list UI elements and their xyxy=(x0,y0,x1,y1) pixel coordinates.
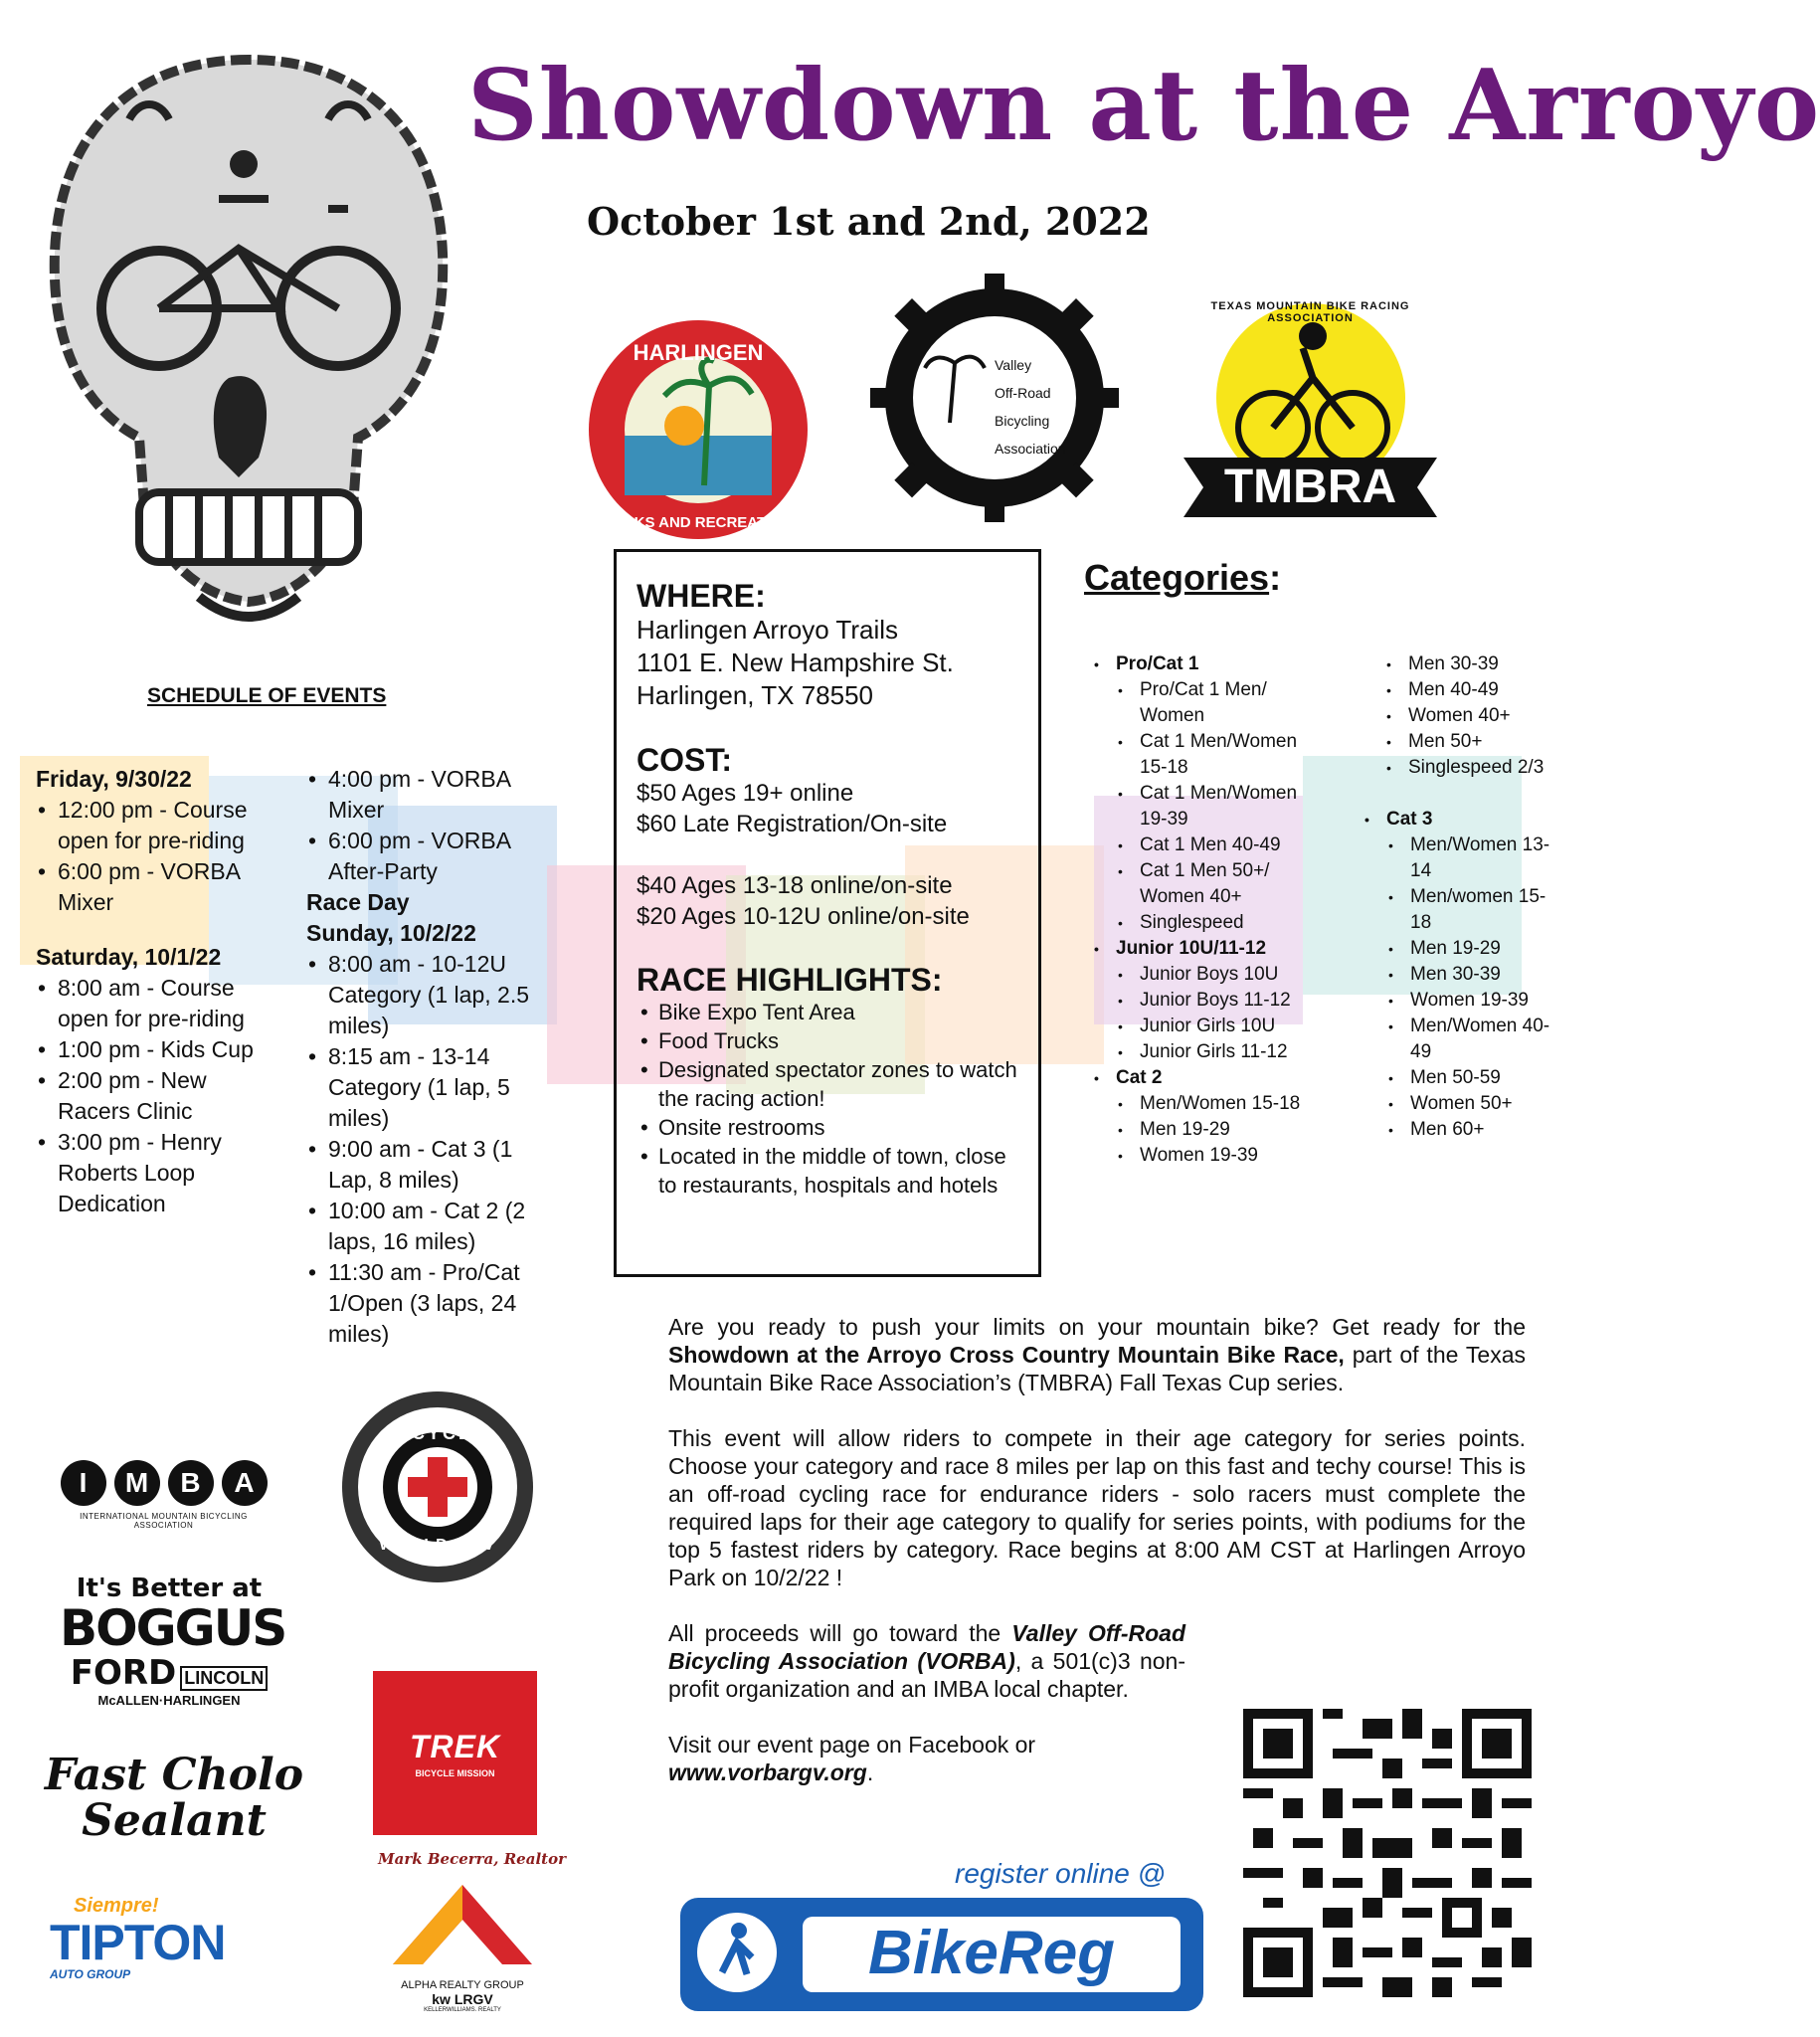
fast-cholo-line-1: Fast Cholo xyxy=(44,1750,304,1800)
list-item: • 3:00 pm - Henry Roberts Loop Dedication xyxy=(58,1127,265,1219)
list-item: • Women 19-39 xyxy=(1410,988,1563,1014)
list-item: • Junior Boys 11-12 xyxy=(1140,988,1326,1014)
list-item: • Singlespeed 2/3 xyxy=(1408,755,1563,781)
harlingen-top-text: HARLINGEN xyxy=(633,340,764,365)
saturday-list xyxy=(36,973,265,1219)
imba-letter: M xyxy=(114,1460,160,1506)
list-item: • Designated spectator zones to watch the racing action! xyxy=(658,1055,1018,1113)
website-link[interactable]: www.vorbargv.org xyxy=(668,1759,867,1785)
fast-cholo-line-2: Sealant xyxy=(82,1795,267,1846)
cost-line: $60 Late Registration/On-site xyxy=(637,811,948,837)
vorba-line-1: Valley xyxy=(995,357,1032,373)
text-span: part of the Texas Mountain Bike Race Association’s (TMBRA) Fall Texas Cup series. xyxy=(668,1342,1527,1395)
list-item: • Men 19-29 xyxy=(1140,1117,1326,1143)
friday-list xyxy=(36,795,265,918)
imba-subtitle: INTERNATIONAL MOUNTAIN BICYCLING ASSOCIATION xyxy=(80,1512,248,1530)
list-item: • Cat 1 Men/Women 15-18 xyxy=(1140,729,1326,781)
schedule-title: SCHEDULE OF EVENTS xyxy=(147,684,387,707)
list-item: • Men 40-49 xyxy=(1408,677,1563,703)
cost-heading: COST: xyxy=(637,742,732,778)
text-span: Are you ready to push your limits on your mountain bike? Get ready for the xyxy=(668,1314,1526,1340)
tmbra-banner-text: TMBRA xyxy=(1223,461,1397,513)
bicycle-world-logo xyxy=(338,1388,537,1586)
list-item: • 10:00 am - Cat 2 (2 laps, 16 miles) xyxy=(328,1196,555,1257)
text-span: All proceeds will go toward the xyxy=(668,1620,1012,1646)
list-item: • 11:30 am - Pro/Cat 1/Open (3 laps, 24 miles) xyxy=(328,1257,555,1350)
vorba-line-4: Association xyxy=(995,441,1066,457)
imba-logo xyxy=(52,1460,275,1530)
list-item: • Women 40+ xyxy=(1408,703,1563,729)
list-item: • Men/Women 15-18 xyxy=(1140,1091,1326,1117)
alpha-realty-logo xyxy=(388,1880,537,2013)
event-dates: October 1st and 2nd, 2022 xyxy=(587,199,1151,244)
list-item: • 4:00 pm - VORBA Mixer xyxy=(328,764,555,826)
cost-line: $20 Ages 10-12U online/on-site xyxy=(637,903,970,930)
categories-title-text: Categories xyxy=(1084,557,1270,598)
qr-code[interactable] xyxy=(1243,1709,1532,1997)
list-item: • Junior Boys 10U xyxy=(1140,962,1326,988)
trek-name: TREK xyxy=(409,1729,501,1764)
category-group-procat1 xyxy=(1116,651,1326,936)
vorba-line-3: Bicycling xyxy=(995,413,1050,429)
event-info-box xyxy=(614,549,1041,1277)
list-item: • Junior Girls 10U xyxy=(1140,1014,1326,1039)
categories-title xyxy=(1084,557,1281,599)
tipton-tagline: Siempre! xyxy=(74,1895,159,1917)
imba-letter: B xyxy=(168,1460,214,1506)
list-item: • Onsite restrooms xyxy=(658,1113,1018,1142)
realtor-name: Mark Becerra, Realtor xyxy=(378,1850,566,1868)
imba-letter: A xyxy=(222,1460,268,1506)
friday-heading: Friday, 9/30/22 xyxy=(36,766,192,792)
category-group-junior xyxy=(1116,936,1326,1065)
list-item: • Men 50+ xyxy=(1408,729,1563,755)
list-item: • Pro/Cat 1 Men/ Women xyxy=(1140,677,1326,729)
description-paragraph-3 xyxy=(668,1619,1185,1703)
list-item: • Junior Girls 11-12 xyxy=(1140,1039,1326,1065)
highlights-heading: RACE HIGHLIGHTS: xyxy=(637,962,943,998)
text-span: , a 501(c)3 non-profit organization and an IMBA local chapter. xyxy=(668,1648,1185,1702)
tipton-subtitle: AUTO GROUP xyxy=(50,1967,131,1981)
categories-column-left xyxy=(1092,651,1326,1169)
category-group-cat2 xyxy=(1116,1065,1326,1169)
list-item: • 12:00 pm - Course open for pre-riding xyxy=(58,795,265,856)
boggus-lincoln: LINCOLN xyxy=(180,1666,268,1691)
categories-column-right xyxy=(1384,651,1563,1143)
list-item: • 2:00 pm - New Racers Clinic xyxy=(58,1065,265,1127)
boggus-ford-logo xyxy=(60,1574,286,1708)
text-span-bold: Showdown at the Arroyo Cross Country Mountain Bike Race, xyxy=(668,1342,1345,1368)
list-item: • Men/women 15-18 xyxy=(1410,884,1563,936)
register-online-text: register online @ xyxy=(955,1858,1167,1889)
harlingen-parks-logo xyxy=(585,316,812,543)
list-item: • Men 30-39 xyxy=(1410,962,1563,988)
imba-letter: I xyxy=(61,1460,106,1506)
bikereg-register-button[interactable] xyxy=(680,1898,1203,2011)
list-item: • 9:00 am - Cat 3 (1 Lap, 8 miles) xyxy=(328,1134,555,1196)
list-item: • Singlespeed xyxy=(1140,910,1326,936)
bicycle-world-year: 1977 xyxy=(487,1517,505,1526)
boggus-ford: FORD xyxy=(70,1653,177,1693)
list-item: • Food Trucks xyxy=(658,1026,1018,1055)
sunday-heading: Sunday, 10/2/22 xyxy=(306,920,476,946)
vorba-line-2: Off-Road xyxy=(995,385,1051,401)
bicycle-world-since: SINCE xyxy=(368,1517,393,1526)
cyclist-icon xyxy=(697,1913,777,1992)
categories-title-colon: : xyxy=(1269,557,1282,598)
category-group-label: Pro/Cat 1 xyxy=(1116,653,1199,674)
list-item: • Located in the middle of town, close to restaurants, hospitals and hotels xyxy=(658,1142,1018,1200)
highlights-list xyxy=(637,998,1018,1200)
list-item: • Women 19-39 xyxy=(1140,1143,1326,1169)
list-item: • Cat 1 Men 40-49 xyxy=(1140,833,1326,858)
tmbra-logo xyxy=(1174,288,1447,527)
tipton-logo xyxy=(50,1895,288,1981)
bikereg-label: BikeReg xyxy=(867,1919,1116,1987)
schedule-column-left xyxy=(36,764,265,1219)
boggus-tagline: It's Better at xyxy=(76,1574,263,1603)
fast-cholo-sealant-logo xyxy=(40,1750,308,1846)
description-paragraph-1 xyxy=(668,1313,1526,1396)
text-span: Visit our event page on Facebook or xyxy=(668,1732,1036,1758)
raceday-list xyxy=(306,949,555,1350)
list-item: • 6:00 pm - VORBA Mixer xyxy=(58,856,265,918)
category-group-label: Cat 3 xyxy=(1386,809,1433,830)
cost-line: $50 Ages 19+ online xyxy=(637,780,854,807)
tipton-name: TIPTON xyxy=(50,1915,226,1970)
address-line-2: 1101 E. New Hampshire St. xyxy=(637,648,954,677)
list-item: • 8:00 am - Course open for pre-riding xyxy=(58,973,265,1034)
description-paragraph-4 xyxy=(668,1731,1185,1786)
alpha-realty-name: ALPHA REALTY GROUP xyxy=(401,1979,524,1991)
schedule-column-right xyxy=(306,764,555,1350)
raceday-heading: Race Day xyxy=(306,889,410,915)
list-item: • Women 50+ xyxy=(1410,1091,1563,1117)
list-item: • Cat 1 Men/Women 19-39 xyxy=(1140,781,1326,833)
kw-subtitle: KELLERWILLIAMS. REALTY xyxy=(424,2007,501,2013)
list-item: • 8:00 am - 10-12U Category (1 lap, 2.5 miles) xyxy=(328,949,555,1041)
saturday-heading: Saturday, 10/1/22 xyxy=(36,944,222,970)
bicycle-world-bottom-text: WORLD RGV xyxy=(379,1537,496,1554)
saturday-list-cont xyxy=(306,764,555,887)
trek-logo xyxy=(373,1671,537,1835)
list-item: • Men 60+ xyxy=(1410,1117,1563,1143)
category-group-cat3 xyxy=(1386,807,1563,1143)
bicycle-world-top-text: BICYCLE xyxy=(387,1423,487,1443)
list-item: • Men 30-39 xyxy=(1408,651,1563,677)
boggus-cities: McALLEN·HARLINGEN xyxy=(97,1693,241,1708)
harlingen-bottom-text: PARKS AND RECREATION xyxy=(604,514,793,531)
page-title: Showdown at the Arroyo xyxy=(467,49,1820,163)
vorba-logo xyxy=(870,274,1119,522)
list-item: • 6:00 pm - VORBA After-Party xyxy=(328,826,555,887)
kw-name: kw LRGV xyxy=(432,1991,493,2007)
address-line-1: Harlingen Arroyo Trails xyxy=(637,615,898,645)
list-item: • Men/Women 40-49 xyxy=(1410,1014,1563,1065)
list-item: • 8:15 am - 13-14 Category (1 lap, 5 miles) xyxy=(328,1041,555,1134)
category-group-label: Junior 10U/11-12 xyxy=(1116,938,1267,959)
description-paragraph-2: This event will allow riders to compete in their age category for series points. Choose your category and race 8 miles per lap on this fast and techy course! This is an off-road cycling race for endurance riders - solo racers must complete the required laps for their age category to qualify for series points, with podiums for the top 5 fastest riders by category. Race begins at 8:00 AM CST at Harlingen Arroyo Park on 10/2/22 ! xyxy=(668,1425,1526,1590)
list-item: • Cat 1 Men 50+/ Women 40+ xyxy=(1140,858,1326,910)
list-item: • Men/Women 13-14 xyxy=(1410,833,1563,884)
tmbra-arc-text: TEXAS MOUNTAIN BIKE RACING ASSOCIATION xyxy=(1210,300,1410,324)
text-span-bold: Valley Off-Road Bicycling Association (VORBA) xyxy=(668,1620,1185,1674)
category-group-label: Cat 2 xyxy=(1116,1067,1163,1088)
list-item: • Men 19-29 xyxy=(1410,936,1563,962)
list-item: • 1:00 pm - Kids Cup xyxy=(58,1034,265,1065)
list-item: • Bike Expo Tent Area xyxy=(658,998,1018,1026)
cost-line: $40 Ages 13-18 online/on-site xyxy=(637,872,953,899)
sugar-skull-illustration xyxy=(30,40,467,637)
list-item: • Men 50-59 xyxy=(1410,1065,1563,1091)
vorba-text-block xyxy=(995,351,1066,463)
address-line-3: Harlingen, TX 78550 xyxy=(637,680,874,710)
boggus-name: BOGGUS xyxy=(60,1599,286,1657)
text-span: . xyxy=(866,1759,874,1785)
where-heading: WHERE: xyxy=(637,578,766,614)
trek-subtitle: BICYCLE MISSION xyxy=(415,1768,495,1778)
